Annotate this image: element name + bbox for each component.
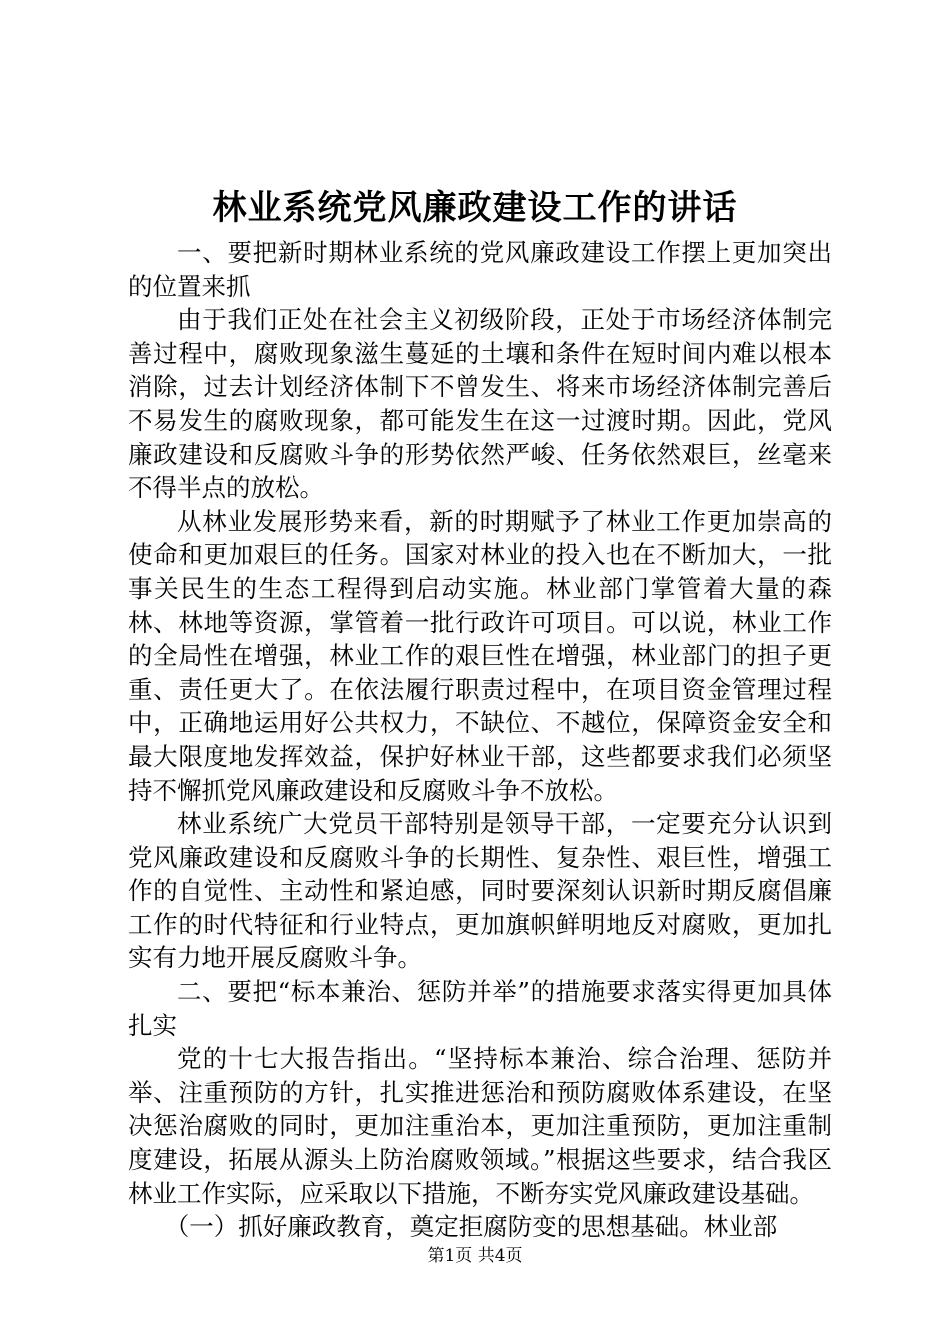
section-heading-1: 一、要把新时期林业系统的党风廉政建设工作摆上更加突出的位置来抓 xyxy=(128,238,832,301)
section-heading-2: 二、要把“标本兼治、惩防并举”的措施要求落实得更加具体扎实 xyxy=(128,977,832,1040)
body-paragraph: 林业系统广大党员干部特别是领导干部，一定要充分认识到党风廉政建设和反腐败斗争的长期性、复杂性、艰巨性，增强工作的自觉性、主动性和紧迫感，同时要深刻认识新时期反腐倡廉工作的时代特征和行业特点，更加旗帜鲜明地反对腐败，更加扎实有力地开展反腐败斗争。 xyxy=(128,809,832,973)
body-paragraph: 从林业发展形势来看，新的时期赋予了林业工作更加崇高的使命和更加艰巨的任务。国家对林业的投入也在不断加大，一批事关民生的生态工程得到启动实施。林业部门掌管着大量的森林、林地等资源，掌管着一批行政许可项目。可以说，林业工作的全局性在增强，林业工作的艰巨性在增强，林业部门的担子更重、责任更大了。在依法履行职责过程中，在项目资金管理过程中，正确地运用好公共权力，不缺位、不越位，保障资金安全和最大限度地发挥效益，保护好林业干部，这些都要求我们必须坚持不懈抓党风廉政建设和反腐败斗争不放松。 xyxy=(128,506,832,805)
page-title: 林业系统党风廉政建设工作的讲话 xyxy=(212,188,738,228)
body-paragraph: 由于我们正处在社会主义初级阶段，正处于市场经济体制完善过程中，腐败现象滋生蔓延的土壤和条件在短时间内难以根本消除，过去计划经济体制下不曾发生、将来市场经济体制完善后不易发生的腐败现象，都可能发生在这一过渡时期。因此，党风廉政建设和反腐败斗争的形势依然严峻、任务依然艰巨，丝毫来不得半点的放松。 xyxy=(128,305,832,503)
subsection-paragraph: （一）抓好廉政教育，奠定拒腐防变的思想基础。林业部 xyxy=(164,1212,778,1242)
body-paragraph: 党的十七大报告指出。“坚持标本兼治、综合治理、惩防并举、注重预防的方针，扎实推进惩治和预防腐败体系建设，在坚决惩治腐败的同时，更加注重治本，更加注重预防，更加注重制度建设，拓展从源头上防治腐败领域。”根据这些要求，结合我区林业工作实际，应采取以下措施，不断夯实党风廉政建设基础。 xyxy=(128,1044,832,1208)
document-body xyxy=(128,236,832,1244)
page-number-footer: 第1页 共4页 xyxy=(427,1246,523,1266)
